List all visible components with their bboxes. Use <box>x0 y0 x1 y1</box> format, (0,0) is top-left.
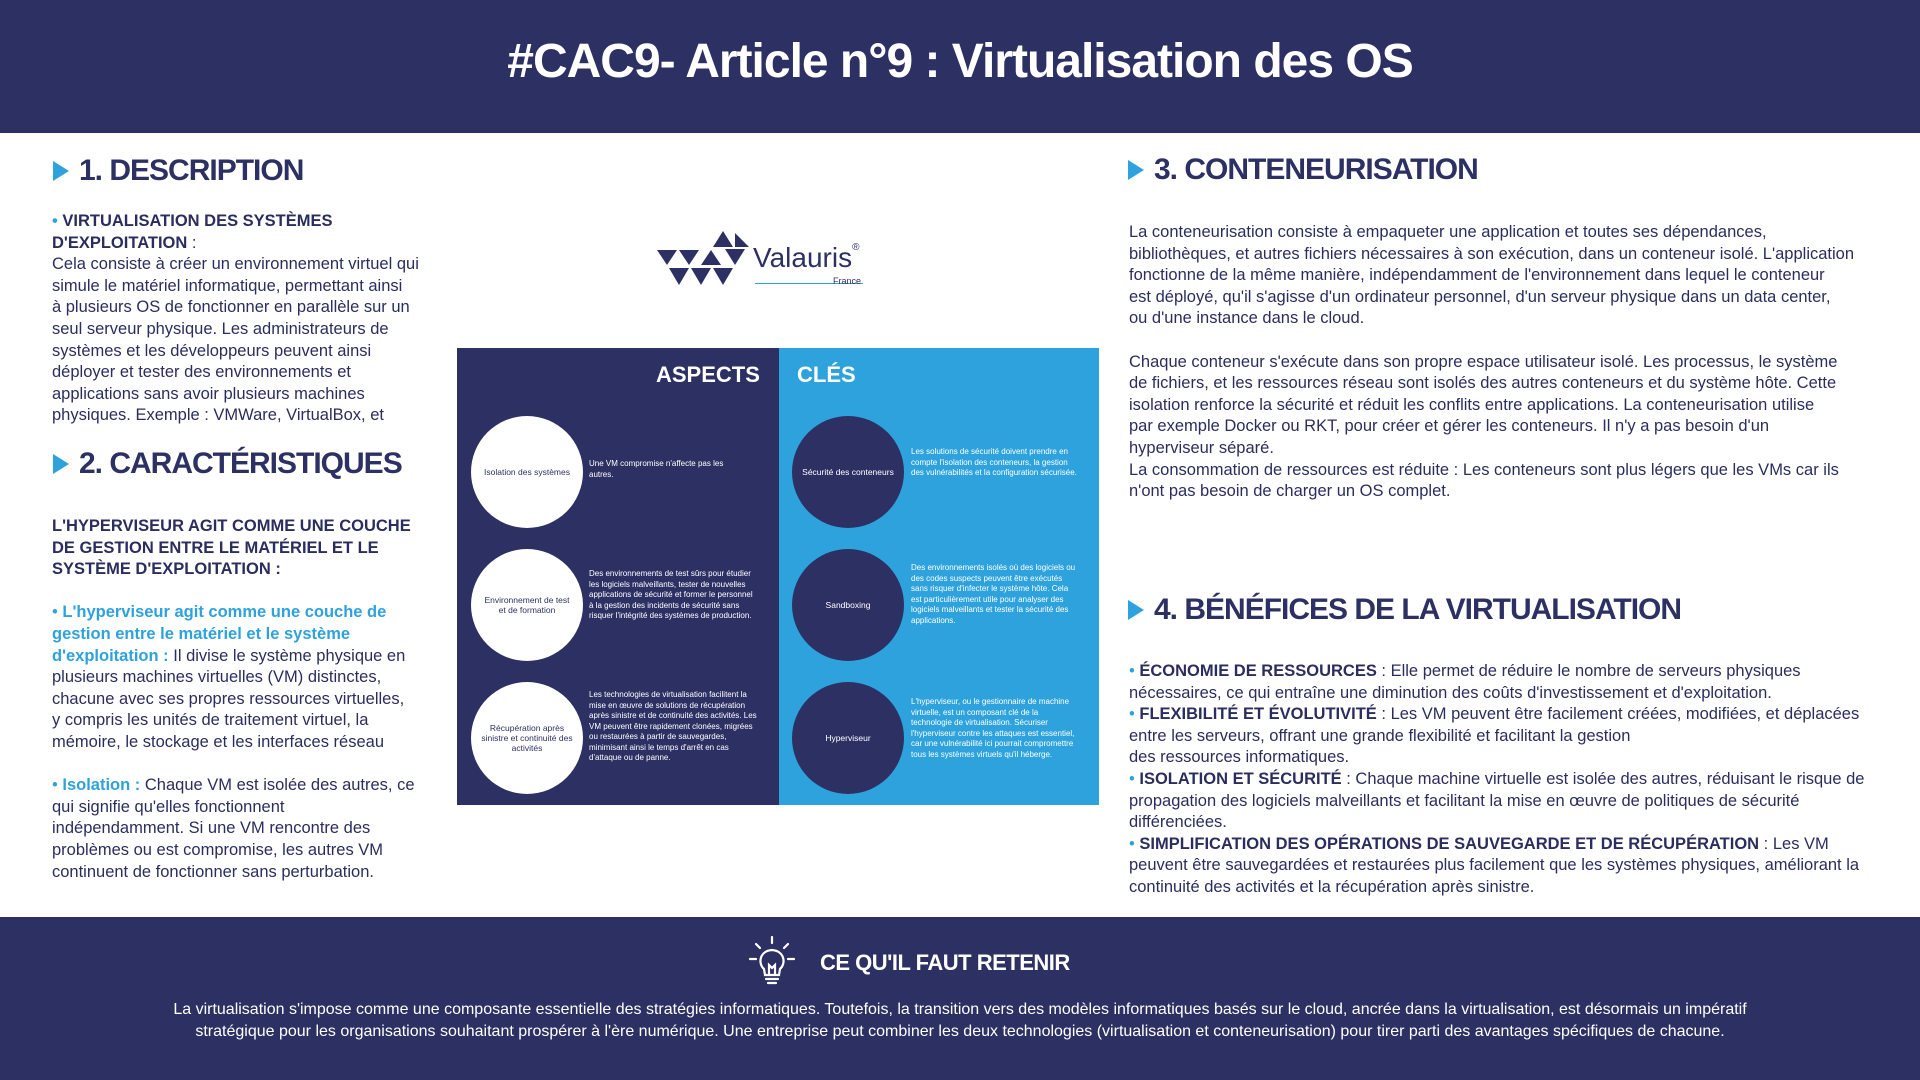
benefit-line: : Les VM <box>1759 834 1829 853</box>
aspects-header: ASPECTS <box>656 362 760 387</box>
section-containerization-title <box>1128 153 1478 187</box>
section-title-text: 3. CONTENEURISATION <box>1154 153 1478 186</box>
characteristics-line: continuent de fonctionner sans perturbation. <box>52 862 374 881</box>
aspect-description: Des environnements de test sûrs pour étudier les logiciels malveillants, tester de nouvelles applications de sécurité et former le personnel à la gestion des incidents de sécurité sans risquer l'intégrité des systèmes de production. <box>589 569 753 620</box>
description-text <box>52 211 452 427</box>
benefits-text <box>1129 661 1914 899</box>
description-line: à plusieurs OS de fonctionner en parallèle sur un <box>52 298 410 317</box>
key-circle: Hyperviseur <box>792 682 904 794</box>
containerization-line: ou d'une instance dans le cloud. <box>1129 309 1365 328</box>
characteristics-line: problèmes ou est compromise, les autres VM <box>52 840 384 859</box>
key-description: L'hyperviseur, ou le gestionnaire de machine virtuelle, est un composant clé de la technologie de virtualisation. Sécuriser l'hyperviseur contre les attaques est essentiel, car une vulnérabilité ici pourrait compromettre tous les systèmes virtuels qu'il héberge. <box>911 697 1075 759</box>
characteristics-line: Il divise le système physique en <box>168 646 406 665</box>
triangle-bullet-icon <box>1128 160 1144 180</box>
containerization-line: hyperviseur séparé. <box>1129 438 1274 457</box>
key-circle: Sécurité des conteneurs <box>792 416 904 528</box>
bullet-dot: • <box>1129 662 1140 680</box>
containerization-line: n'ont pas besoin de charger un OS complet. <box>1129 482 1451 501</box>
containerization-line: de fichiers, et les ressources réseau sont isolés des autres conteneurs et du système hôte. Cette <box>1129 374 1837 393</box>
containerization-line: fonctionne de la même manière, indépendamment de l'environnement dans lequel le conteneur <box>1129 266 1825 285</box>
section-title-text: 2. CARACTÉRISTIQUES <box>79 447 402 480</box>
section-title-text: 1. DESCRIPTION <box>79 154 304 187</box>
description-line: systèmes et les développeurs peuvent ainsi <box>52 341 372 360</box>
characteristics-line: y compris les unités de traitement virtuel, la <box>52 711 369 730</box>
benefit-label: ÉCONOMIE DE RESSOURCES <box>1139 662 1377 680</box>
description-subtitle: VIRTUALISATION DES SYSTÈMES <box>62 212 333 230</box>
containerization-line: La conteneurisation consiste à empaqueter une application et toutes ses dépendances, <box>1129 223 1767 241</box>
lightbulb-icon <box>748 935 796 991</box>
characteristics-heading: DE GESTION ENTRE LE MATÉRIEL ET LE <box>52 538 379 557</box>
triangle-bullet-icon <box>53 161 69 181</box>
bullet-dot: • <box>52 212 63 230</box>
hypervisor-highlight: L'hyperviseur agit comme une couche de <box>62 603 387 622</box>
section-benefits-title <box>1128 593 1681 627</box>
footer-line: La virtualisation s'impose comme une composante essentielle des stratégies informatiques. Toutefois, la transition vers des modèles informatiques basés sur le cloud, ancrée dans la virtualisation, est désormais un impératif <box>173 1001 1747 1018</box>
bullet-dot: • <box>52 603 63 622</box>
containerization-line: bibliothèques, et autres fichiers nécessaires à son exécution, dans un conteneur isolé. L'application <box>1129 244 1855 263</box>
containerization-line: par exemple Docker ou RKT, pour créer et gérer les conteneurs. Il n'y a pas besoin d'un <box>1129 417 1770 436</box>
characteristics-line: Chaque VM est isolée des autres, ce <box>140 776 415 795</box>
benefit-line: : Chaque machine virtuelle est isolée des autres, réduisant le risque de <box>1341 769 1865 788</box>
colon-text: : <box>187 233 197 252</box>
characteristics-heading: SYSTÈME D'EXPLOITATION : <box>52 560 281 579</box>
containerization-line: La consommation de ressources est réduite : Les conteneurs sont plus légers que les VMs car ils <box>1129 460 1839 479</box>
characteristics-line: plusieurs machines virtuelles (VM) distinctes, <box>52 668 382 687</box>
benefit-line: différenciées. <box>1129 813 1227 832</box>
bullet-dot: • <box>1129 705 1140 724</box>
description-line: simule le matériel informatique, permettant ainsi <box>52 276 403 295</box>
bullet-dot: • <box>1129 769 1140 788</box>
isolation-highlight: Isolation : <box>62 776 141 795</box>
benefit-line: entre les serveurs, offrant une grande flexibilité et facilitant la gestion <box>1129 726 1631 745</box>
key-circle: Sandboxing <box>792 549 904 661</box>
description-subtitle: D'EXPLOITATION <box>52 233 188 252</box>
logo-subtitle: France <box>833 276 862 286</box>
benefit-label: ISOLATION ET SÉCURITÉ <box>1139 769 1342 788</box>
description-line: déployer et tester des environnements et <box>52 363 352 382</box>
hypervisor-highlight: d'exploitation : <box>52 646 169 665</box>
aspect-circle: Récupération après sinistre et continuité des activités <box>471 682 583 794</box>
benefit-line: continuité des activités et la récupération après sinistre. <box>1129 877 1535 896</box>
description-line: applications sans avoir plusieurs machines <box>52 384 365 403</box>
benefit-line: des ressources informatiques. <box>1129 748 1350 767</box>
section-title-text: 4. BÉNÉFICES DE LA VIRTUALISATION <box>1154 593 1682 626</box>
characteristics-line: mémoire, le stockage et les interfaces réseau <box>52 732 384 751</box>
containerization-line: est déployé, qu'il s'agisse d'un ordinateur personnel, d'un serveur physique dans un data center, <box>1129 287 1831 306</box>
benefit-line: : Elle permet de réduire le nombre de serveurs physiques <box>1376 662 1801 680</box>
characteristics-heading: L'HYPERVISEUR AGIT COMME UNE COUCHE <box>52 517 411 535</box>
triangle-bullet-icon <box>53 454 69 474</box>
characteristics-line: qui signifie qu'elles fonctionnent <box>52 797 285 816</box>
aspect-description: Les technologies de virtualisation facilitent la mise en œuvre de solutions de récupération après sinistre et de continuité des activités. Les VM peuvent être rapidement clonées, migrées ou restaurées à partir de sauvegardes, minimisant ainsi le temps d'arrêt en cas d'attaque ou de panne. <box>589 690 757 762</box>
triangle-bullet-icon <box>1128 600 1144 620</box>
characteristics-line: chacune avec ses propres ressources virtuelles, <box>52 689 405 708</box>
footer-line: stratégique pour les organisations souhaitant prospérer à l'ère numérique. Une entreprise peut combiner les deux technologies (virtualisation et conteneurisation) pour tirer parti des avantages spécifiques de chacune. <box>195 1023 1725 1040</box>
section-characteristics-title <box>53 447 402 481</box>
benefit-label: SIMPLIFICATION DES OPÉRATIONS DE SAUVEGARDE ET DE RÉCUPÉRATION <box>1139 834 1760 853</box>
characteristics-line: indépendamment. Si une VM rencontre des <box>52 819 371 838</box>
footer-title: CE QU'IL FAUT RETENIR <box>820 950 1070 975</box>
containerization-text <box>1129 222 1909 503</box>
aspect-description: Une VM compromise n'affecte pas les autres. <box>589 459 724 479</box>
header-banner <box>0 0 1920 133</box>
benefit-line: peuvent être sauvegardées et restaurées plus facilement que les systèmes physiques, améliorant la <box>1129 856 1860 875</box>
description-line: Cela consiste à créer un environnement virtuel qui <box>52 255 419 274</box>
description-line: physiques. Exemple : VMWare, VirtualBox, et <box>52 406 384 425</box>
benefit-line: propagation des logiciels malveillants et facilitant la mise en œuvre de politiques de sécurité <box>1129 791 1800 810</box>
footer-summary <box>90 999 1830 1043</box>
benefit-label: FLEXIBILITÉ ET ÉVOLUTIVITÉ <box>1139 705 1377 724</box>
benefit-line: nécessaires, ce qui entraîne une diminution des coûts d'investissement et d'exploitation. <box>1129 683 1772 702</box>
containerization-line: isolation renforce la sécurité et réduit les conflits entre applications. La conteneurisation utilise <box>1129 395 1815 414</box>
aspect-circle: Isolation des systèmes <box>471 416 583 528</box>
keys-header: CLÉS <box>797 362 856 387</box>
characteristics-text <box>52 516 452 883</box>
description-line: seul serveur physique. Les administrateurs de <box>52 319 389 338</box>
bullet-dot: • <box>52 776 63 795</box>
hypervisor-highlight: gestion entre le matériel et le système <box>52 624 351 643</box>
section-description-title <box>53 154 303 188</box>
key-description: Des environnements isolés où des logiciels ou des codes suspects peuvent être exécutés sans risquer d'infecter le système hôte. Cela est particulièrement utile pour analyser des logiciels malveillants et tester la sécurité des applications. <box>911 563 1076 625</box>
containerization-line: Chaque conteneur s'exécute dans son propre espace utilisateur isolé. Les processus, le système <box>1129 352 1838 371</box>
bullet-dot: • <box>1129 834 1140 853</box>
aspect-circle: Environnement de test et de formation <box>471 549 583 661</box>
page-title: #CAC9- Article n°9 : Virtualisation des OS <box>507 35 1413 88</box>
logo-wordmark: Valauris® <box>753 242 860 273</box>
key-description: Les solutions de sécurité doivent prendre en compte l'isolation des conteneurs, la gestion des vulnérabilités et la configuration sécurisée. <box>911 447 1077 477</box>
benefit-line: : Les VM peuvent être facilement créées, modifiées, et déplacées <box>1376 705 1860 724</box>
